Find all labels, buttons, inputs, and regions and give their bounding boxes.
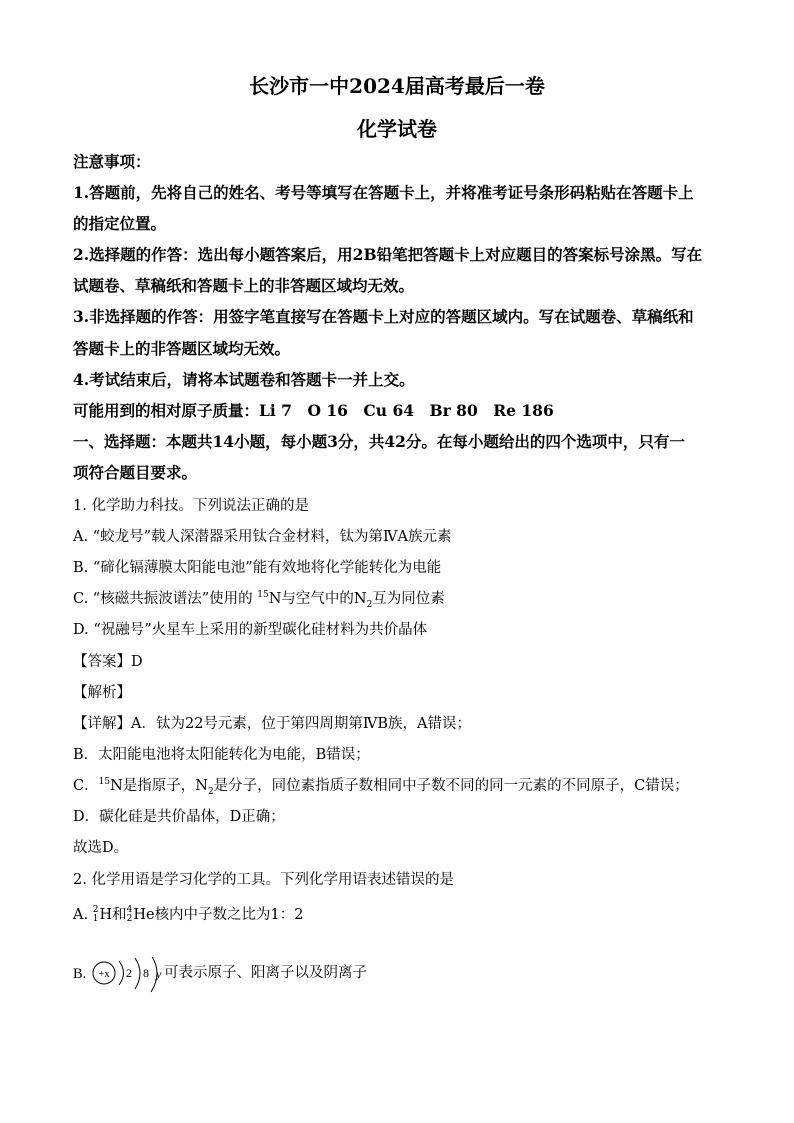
q1-detail-c-post: 是分子，同位素指质子数相同中子数不同的同一元素的不同原子，C错误； (213, 778, 689, 794)
shell-1-count: 2 (126, 966, 132, 980)
q2-option-b-label: B. (73, 966, 87, 982)
q1-choice: 故选D。 (73, 840, 129, 856)
notice-line-4: 试题卷、草稿纸和答题卡上的非答题区域均无效。 (73, 276, 415, 295)
shell-2-count: 8 (143, 966, 149, 980)
q1-detail-c-sup: 15 (98, 777, 111, 788)
q1-option-a: A. “蛟龙号”载人深潜器采用钛合金材料，钛为第ⅣA族元素 (73, 529, 452, 545)
section-heading-line-2: 项符合题目要求。 (73, 463, 198, 482)
q1-detail-d: D．碳化硅是共价晶体，D正确； (73, 809, 285, 825)
q1-option-d: D. “祝融号”火星车上采用的新型碳化硅材料为共价晶体 (73, 622, 428, 638)
he-isotope-numbers (127, 906, 133, 924)
q1-detail-c (73, 774, 689, 797)
q1-option-c-mid: N与空气中的N (268, 591, 367, 607)
notice-line-2: 的指定位置。 (73, 214, 167, 233)
q2-stem: 2. 化学用语是学习化学的工具。下列化学用语表述错误的是 (73, 872, 454, 888)
q2-option-b-text: 可表示原子、阳离子以及阴离子 (164, 965, 367, 981)
notice-line-1: 1.答题前，先将自己的姓名、考号等填写在答题卡上，并将准考证号条形码粘贴在答题卡上 (73, 183, 694, 202)
q1-option-c-sub: 2 (366, 599, 373, 610)
q1-analysis-label: 【解析】 (73, 685, 131, 701)
q1-detail-a: 【详解】A．钛为22号元素，位于第四周期第ⅣB族，A错误； (73, 716, 472, 732)
electron-shell-arc-1 (119, 961, 124, 985)
electron-shell-arc-2 (135, 958, 140, 989)
h-atomic-number: 1 (92, 914, 99, 924)
q1-option-c-pre: C. “核磁共振波谱法”使用的 (73, 591, 258, 607)
shell-3-count: y (156, 967, 162, 981)
h-mass-number: 2 (92, 905, 99, 915)
atom-structure-diagram (73, 957, 373, 997)
notice-line-7: 4.考试结束后，请将本试题卷和答题卡一并上交。 (73, 370, 415, 389)
q1-stem: 1. 化学助力科技。下列说法正确的是 (73, 498, 309, 514)
q1-detail-c-sub: 2 (207, 786, 214, 797)
he-atomic-number: 2 (126, 914, 133, 924)
q2-option-a-and: 和 (112, 907, 127, 923)
q2-option-a-pre: A. (73, 907, 93, 923)
exam-subtitle: 化学试卷 (357, 117, 437, 141)
atomic-masses: 可能用到的相对原子质量：Li 7 O 16 Cu 64 Br 80 Re 186 (73, 401, 554, 420)
q1-detail-c-pre: C． (73, 778, 99, 794)
notice-heading: 注意事项： (73, 152, 151, 171)
h-isotope-numbers (93, 906, 99, 924)
notice-line-3: 2.选择题的作答：选出每小题答案后，用2B铅笔把答题卡上对应题目的答案标号涂黑。写在 (73, 245, 703, 264)
notice-line-5: 3.非选择题的作答：用签字笔直接写在答题卡上对应的答题区域内。写在试题卷、草稿纸和 (73, 307, 694, 326)
q1-detail-b: B．太阳能电池将太阳能转化为电能，B错误； (73, 747, 370, 763)
q1-option-b: B. “碲化镉薄膜太阳能电池”能有效地将化学能转化为电能 (73, 560, 442, 576)
nucleus-charge: +x (98, 969, 110, 980)
notice-line-6: 答题卡上的非答题区域均无效。 (73, 339, 291, 358)
q1-option-c (73, 587, 445, 610)
he-mass-number: 4 (126, 905, 133, 915)
section-heading-line-1: 一、选择题：本题共14小题，每小题3分，共42分。在每小题给出的四个选项中，只有一 (73, 432, 685, 451)
he-symbol: He (133, 907, 155, 923)
q2-option-a-post: 核内中子数之比为1：2 (154, 907, 304, 923)
q1-detail-c-mid: N是指原子，N (110, 778, 208, 794)
q1-option-c-post: 互为同位素 (372, 591, 445, 607)
q2-option-a (73, 903, 304, 924)
h-symbol: H (99, 907, 113, 923)
q1-answer: 【答案】D (73, 654, 143, 670)
exam-title: 长沙市一中2024届高考最后一卷 (249, 74, 545, 98)
q1-option-c-sup: 15 (257, 590, 269, 601)
